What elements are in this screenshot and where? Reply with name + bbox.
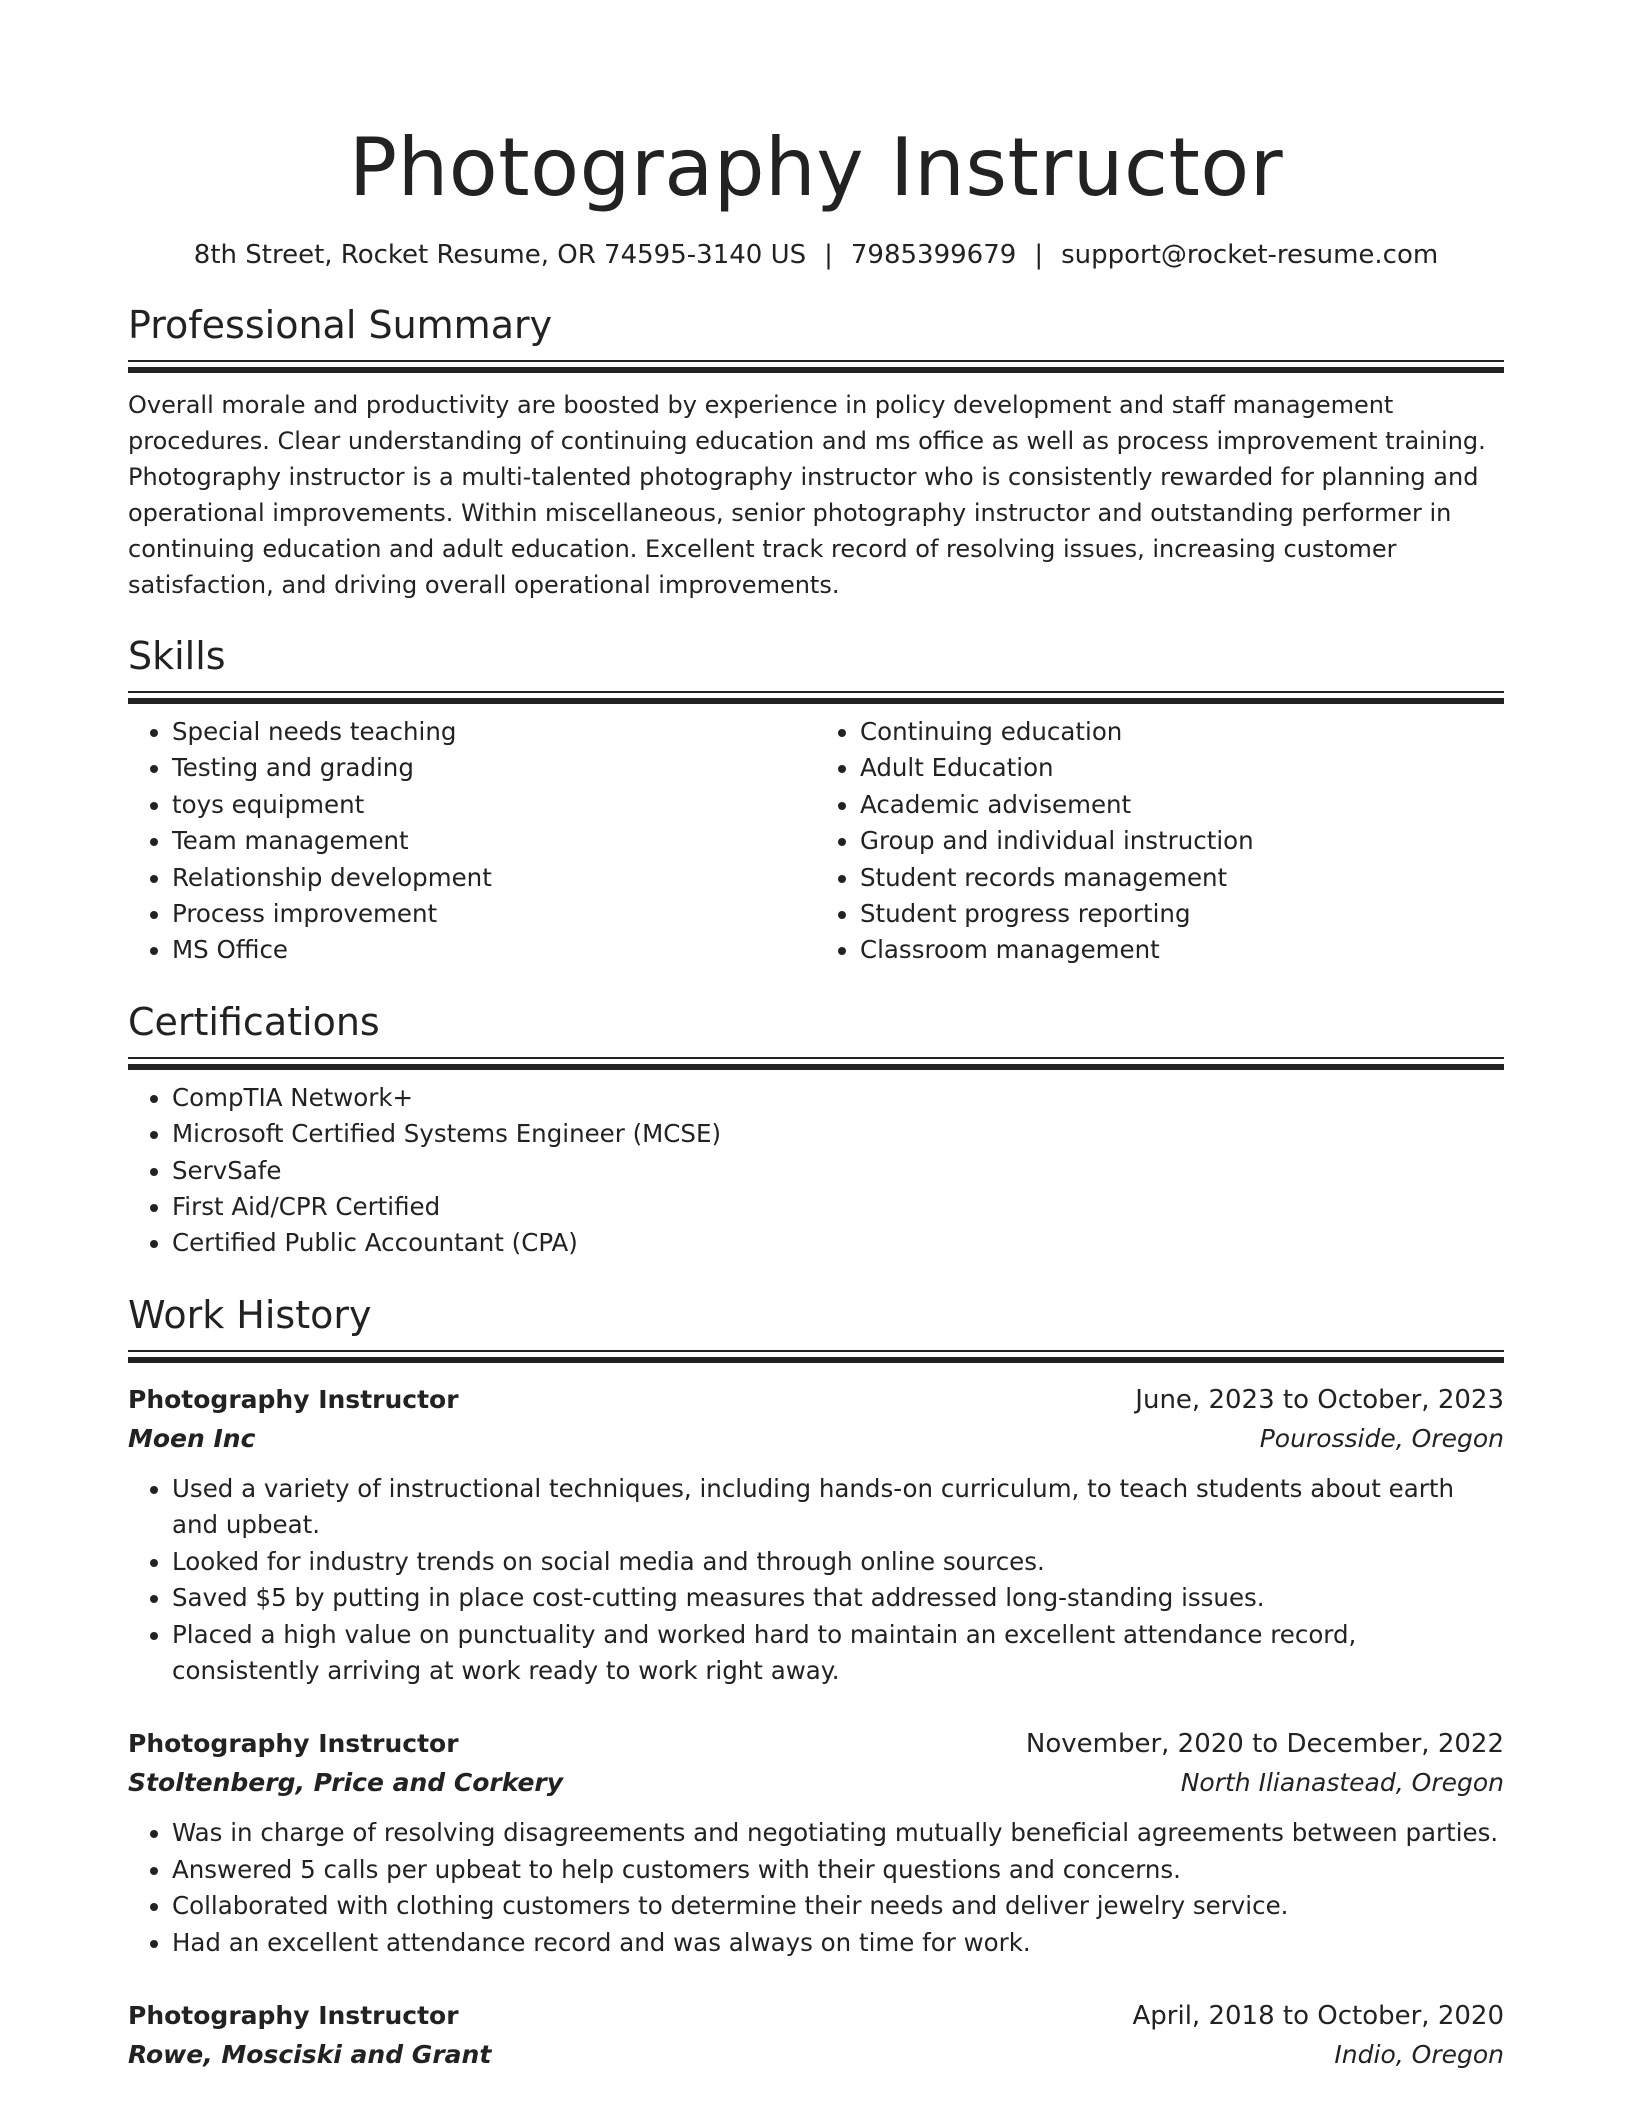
section-divider-thick [128,698,1504,704]
job-bullet: • Used a variety of instructional techniques, including hands-on curriculum, to teach students about earth and upbeat. [172,1471,1504,1544]
certifications-list [128,1080,1504,1262]
skills-grid [128,714,1504,969]
certification-item: • CompTIA Network+ [172,1080,1504,1116]
job-dates: June, 2023 to October, 2023 [1135,1384,1504,1415]
skill-item: • Classroom management [860,932,1504,968]
contact-phone: 7985399679 [850,240,1017,270]
summary-text: Overall morale and productivity are boosted by experience in policy development and staff management procedures. Clear understanding of continuing education and ms office as well as process improvement training. Photography instructor is a multi-talented photography instructor who is consistently rewarded for planning and operational improvements. Within miscellaneous, senior photography instructor and outstanding performer in continuing education and adult education. Excellent track record of resolving issues, increasing customer satisfaction, and driving overall operational improvements. [128,391,1486,599]
section-divider-thick [128,1357,1504,1363]
job-dates: November, 2020 to December, 2022 [1025,1729,1504,1760]
certification-item: • ServSafe [172,1153,1504,1189]
job-bullet: • Answered 5 calls per upbeat to help customers with their questions and concerns. [172,1852,1504,1888]
skill-item: • Academic advisement [860,787,1504,823]
skills-list-left [128,714,816,969]
contact-separator: | [824,240,833,270]
job-title: Photography Instructor [128,2000,459,2030]
job-company-row [128,1763,1504,1803]
section-title-work-history: Work History [128,1292,372,1337]
section-divider-thick [128,1064,1504,1070]
job-header-row [128,1381,1504,1419]
contact-email: support@rocket-resume.com [1061,240,1439,270]
resume-content [128,118,1504,2075]
skill-item: • Continuing education [860,714,1504,750]
contact-line [128,238,1504,272]
job-entry [128,1997,1504,2075]
section-certifications [128,997,1504,1262]
skill-item: • Student records management [860,860,1504,896]
job-entry [128,1725,1504,1961]
job-company: Moen Inc [128,1423,256,1453]
job-bullets [128,1471,1504,1689]
section-skills [128,631,1504,969]
section-divider [128,1057,1504,1059]
job-bullet: • Saved $5 by putting in place cost-cutting measures that addressed long-standing issues. [172,1580,1504,1616]
skill-item: • Student progress reporting [860,896,1504,932]
resume-name: Photography Instructor [348,121,1284,214]
skill-item: • Relationship development [172,860,816,896]
certification-item: • First Aid/CPR Certified [172,1189,1504,1225]
skill-item: • Testing and grading [172,750,816,786]
job-company: Stoltenberg, Price and Corkery [128,1768,564,1798]
job-entry [128,1381,1504,1689]
skill-item: • toys equipment [172,787,816,823]
section-divider-thick [128,367,1504,373]
skill-item: • Special needs teaching [172,714,816,750]
section-work-history [128,1290,1504,2075]
job-location: Pourosside, Oregon [1259,1423,1504,1453]
skill-item: • Adult Education [860,750,1504,786]
job-company: Rowe, Mosciski and Grant [128,2039,492,2069]
section-divider [128,360,1504,362]
job-company-row [128,2035,1504,2075]
job-header-row [128,1997,1504,2035]
job-location: Indio, Oregon [1334,2039,1504,2069]
skill-item: • Group and individual instruction [860,823,1504,859]
job-bullet: • Placed a high value on punctuality and worked hard to maintain an excellent attendance record, consistently arriving at work ready to work right away. [172,1617,1504,1690]
section-summary [128,300,1504,603]
job-title: Photography Instructor [128,1729,459,1759]
job-header-row [128,1725,1504,1763]
job-bullet: • Collaborated with clothing customers to determine their needs and deliver jewelry service. [172,1888,1504,1924]
job-bullets [128,1815,1504,1961]
skills-list-right [816,714,1504,969]
job-title: Photography Instructor [128,1384,459,1414]
job-location: North Ilianastead, Oregon [1180,1768,1504,1798]
job-bullet: • Looked for industry trends on social media and through online sources. [172,1544,1504,1580]
contact-separator: | [1034,240,1044,270]
section-divider [128,691,1504,693]
section-title-certifications: Certifications [128,999,380,1044]
certification-item: • Microsoft Certified Systems Engineer (MCSE) [172,1116,1504,1152]
job-bullet: • Was in charge of resolving disagreements and negotiating mutually beneficial agreements between parties. [172,1815,1504,1851]
section-title-skills: Skills [128,634,226,678]
skill-item: • Team management [172,823,816,859]
skill-item: • Process improvement [172,896,816,932]
certification-item: • Certified Public Accountant (CPA) [172,1225,1504,1261]
skill-item: • MS Office [172,932,816,968]
job-dates: April, 2018 to October, 2020 [1132,2000,1504,2031]
section-title-summary: Professional Summary [128,303,553,347]
job-company-row [128,1419,1504,1459]
contact-address: 8th Street, Rocket Resume, OR 74595-3140 US [193,240,807,270]
section-divider [128,1350,1504,1352]
job-bullet: • Had an excellent attendance record and was always on time for work. [172,1925,1504,1961]
